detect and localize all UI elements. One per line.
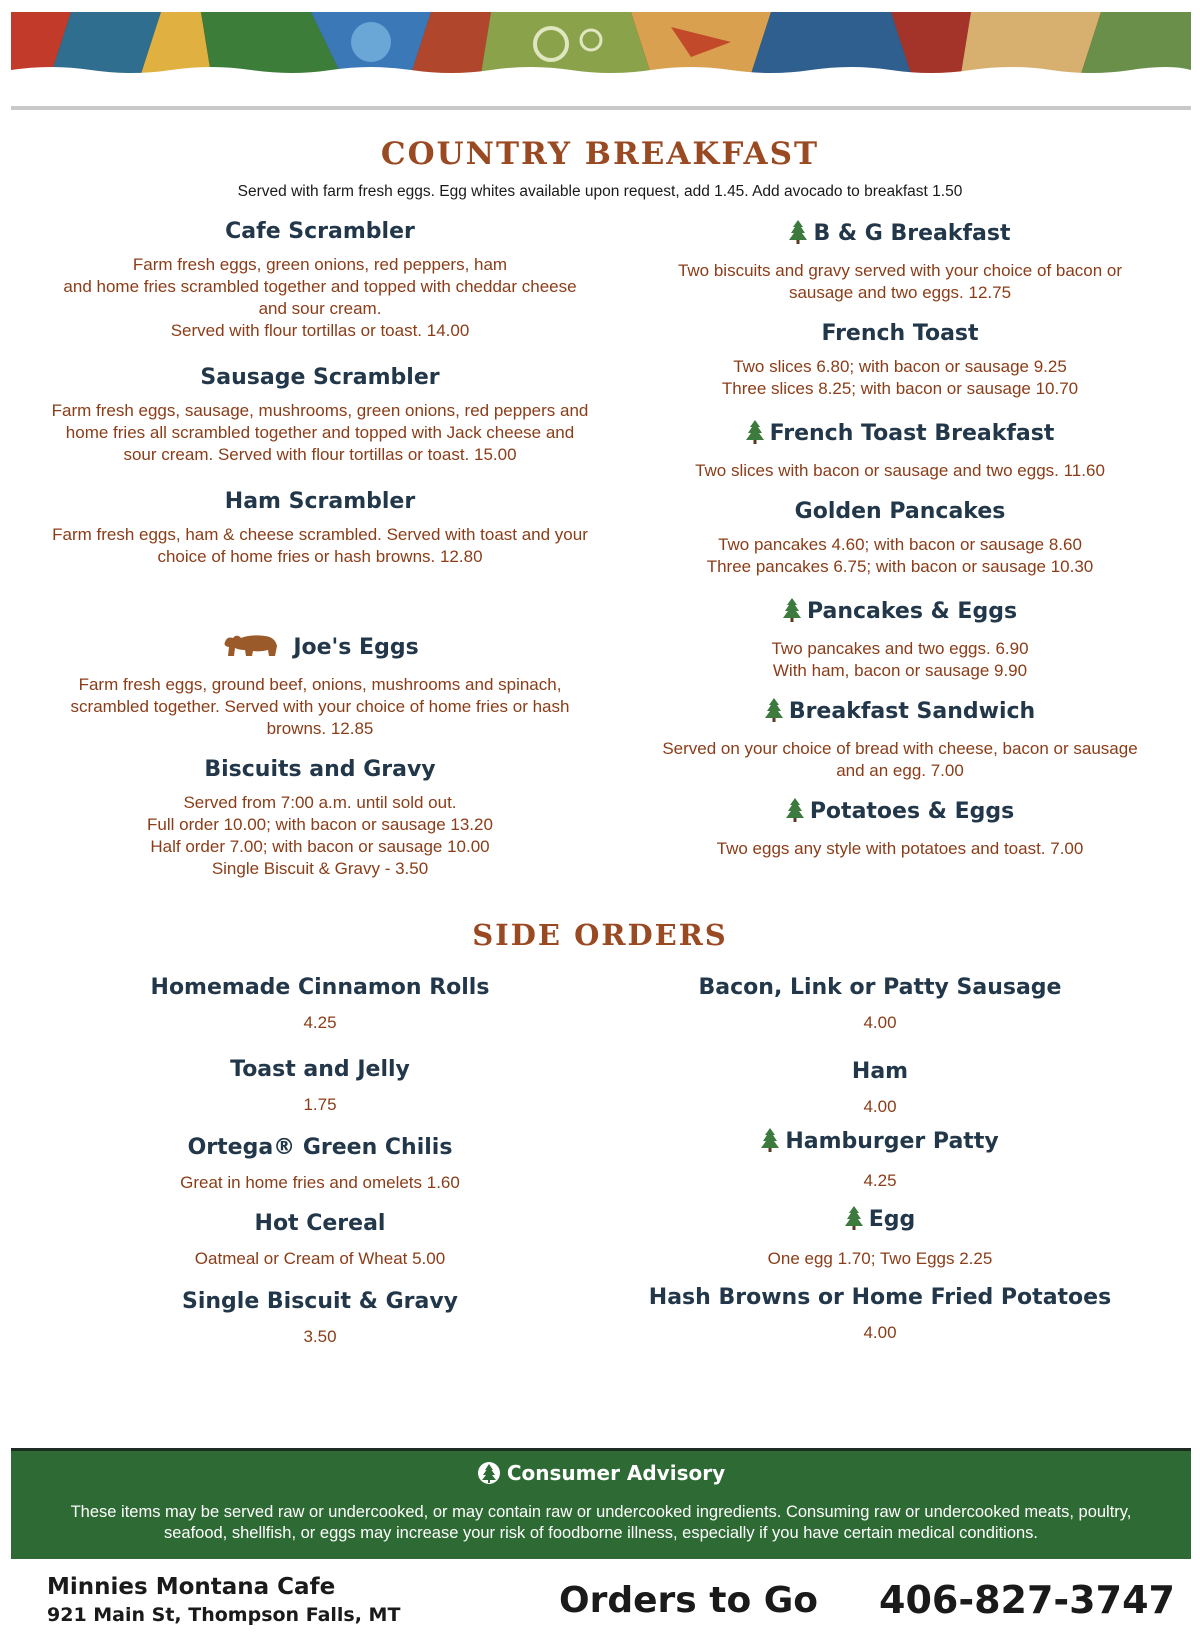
item-desc: Oatmeal or Cream of Wheat 5.00 (194, 1249, 446, 1268)
item-desc: 4.25 (303, 1013, 337, 1032)
decorative-banner (11, 12, 1191, 74)
side-item-hot-cereal (40, 1210, 600, 1270)
item-name: Sausage Scrambler (200, 365, 440, 390)
item-desc: 3.50 (303, 1327, 337, 1346)
side-item-single-biscuit-gravy (40, 1288, 600, 1348)
item-desc: Farm fresh eggs, sausage, mushrooms, green onions, red peppers and home fries all scrambled together and topped with Jack cheese and sour cream. Served with flour tortillas or toast. 15.00 (51, 401, 589, 464)
item-desc: 4.00 (863, 1323, 897, 1342)
item-name: Breakfast Sandwich (788, 699, 1036, 724)
tree-icon (765, 698, 783, 730)
item-name: Cafe Scrambler (225, 219, 415, 244)
item-desc: 1.75 (303, 1095, 337, 1114)
item-name: Joe's Eggs (293, 635, 419, 660)
item-name: Biscuits and Gravy (204, 757, 436, 782)
side-item-ham (600, 1058, 1160, 1118)
item-name: Pancakes & Eggs (806, 599, 1018, 624)
item-desc: Two eggs any style with potatoes and toast. 7.00 (716, 839, 1084, 858)
footer (11, 1560, 1191, 1640)
item-name: Hot Cereal (254, 1211, 386, 1236)
side-item-toast-and-jelly (40, 1056, 600, 1116)
divider-rule (11, 106, 1191, 110)
orders-to-go-label: Orders to Go (559, 1580, 819, 1621)
menu-item-ham-scrambler (40, 488, 600, 568)
country-breakfast-heading: COUNTRY BREAKFAST (380, 136, 820, 172)
menu-item-french-toast-breakfast (620, 420, 1180, 482)
menu-item-sausage-scrambler (40, 364, 600, 466)
side-item-egg (600, 1206, 1160, 1270)
item-name: Ham Scrambler (224, 489, 416, 514)
item-desc: Served from 7:00 a.m. until sold out. Full order 10.00; with bacon or sausage 13.20 Half order 7.00; with bacon or sausage 10.00 Single Biscuit & Gravy - 3.50 (147, 793, 493, 878)
tree-icon (789, 220, 807, 252)
item-desc: Two slices 6.80; with bacon or sausage 9.25 Three slices 8.25; with bacon or sausage 10.70 (721, 357, 1079, 398)
side-item-cinnamon-rolls (40, 974, 600, 1034)
tree-icon (783, 598, 801, 630)
tree-icon (477, 1461, 501, 1490)
item-name: Ham (851, 1059, 909, 1084)
side-item-green-chilis (40, 1134, 600, 1194)
item-desc: 4.00 (863, 1013, 897, 1032)
item-desc: 4.00 (863, 1097, 897, 1116)
item-name: Golden Pancakes (794, 499, 1006, 524)
side-item-hamburger-patty (600, 1128, 1160, 1192)
item-name: Egg (868, 1207, 916, 1232)
menu-item-pancakes-and-eggs (620, 598, 1180, 682)
advisory-title: Consumer Advisory (506, 1461, 726, 1485)
consumer-advisory-banner (11, 1448, 1191, 1559)
item-name: Hamburger Patty (785, 1129, 999, 1154)
menu-item-bg-breakfast (620, 220, 1180, 304)
item-name: B & G Breakfast (813, 221, 1011, 246)
menu-item-biscuits-and-gravy (40, 756, 600, 880)
item-desc: Farm fresh eggs, ham & cheese scrambled. Served with toast and your choice of home fries or hash browns. 12.80 (52, 525, 588, 566)
item-desc: One egg 1.70; Two Eggs 2.25 (767, 1249, 993, 1268)
menu-item-cafe-scrambler (40, 218, 600, 342)
breakfast-intro: Served with farm fresh eggs. Egg whites available upon request, add 1.45. Add avocado to breakfast 1.50 (237, 183, 963, 200)
menu-item-breakfast-sandwich (620, 698, 1180, 782)
side-item-bacon-sausage (600, 974, 1160, 1034)
item-desc: Served on your choice of bread with cheese, bacon or sausage and an egg. 7.00 (662, 739, 1138, 780)
bear-icon (221, 632, 279, 666)
item-desc: Farm fresh eggs, green onions, red peppers, ham and home fries scrambled together and topped with cheddar cheese and sour cream. Served with flour tortillas or toast. 14.00 (63, 255, 577, 340)
item-name: Toast and Jelly (230, 1057, 410, 1082)
item-name: Single Biscuit & Gravy (181, 1289, 459, 1314)
item-name: Potatoes & Eggs (809, 799, 1015, 824)
menu-item-joes-eggs (40, 632, 600, 740)
tree-icon (845, 1206, 863, 1238)
phone-number[interactable]: 406-827-3747 (879, 1578, 1175, 1622)
cafe-address: 921 Main St, Thompson Falls, MT (47, 1604, 401, 1626)
cafe-name: Minnies Montana Cafe (47, 1574, 336, 1600)
tree-icon (786, 798, 804, 830)
item-desc: Two pancakes and two eggs. 6.90 With ham, bacon or sausage 9.90 (771, 639, 1029, 680)
side-item-hash-browns (600, 1284, 1160, 1344)
item-name: Hash Browns or Home Fried Potatoes (648, 1285, 1112, 1310)
menu-item-french-toast (620, 320, 1180, 400)
item-desc: Two pancakes 4.60; with bacon or sausage 8.60 Three pancakes 6.75; with bacon or sausage 10.30 (706, 535, 1094, 576)
tree-icon (746, 420, 764, 452)
item-desc: 4.25 (863, 1171, 897, 1190)
item-name: French Toast Breakfast (769, 421, 1055, 446)
item-name: Bacon, Link or Patty Sausage (698, 975, 1062, 1000)
item-name: Homemade Cinnamon Rolls (150, 975, 490, 1000)
tree-icon (761, 1128, 779, 1160)
item-desc: Farm fresh eggs, ground beef, onions, mushrooms and spinach, scrambled together. Served with your choice of home fries or hash browns. 12.85 (70, 675, 570, 738)
menu-item-potatoes-and-eggs (620, 798, 1180, 860)
item-name: French Toast (821, 321, 979, 346)
item-desc: Two slices with bacon or sausage and two eggs. 11.60 (695, 461, 1105, 480)
side-orders-heading: SIDE ORDERS (472, 918, 728, 952)
item-name: Ortega® Green Chilis (187, 1135, 453, 1160)
item-desc: Two biscuits and gravy served with your choice of bacon or sausage and two eggs. 12.75 (677, 261, 1123, 302)
item-desc: Great in home fries and omelets 1.60 (180, 1173, 460, 1192)
menu-item-golden-pancakes (620, 498, 1180, 578)
advisory-text: These items may be served raw or undercooked, or may contain raw or undercooked ingredients. Consuming raw or undercooked meats, poultry, seafood, shellfish, or eggs may increase your risk of foodborne illness, especially if you have certain medical conditions. (70, 1503, 1132, 1542)
